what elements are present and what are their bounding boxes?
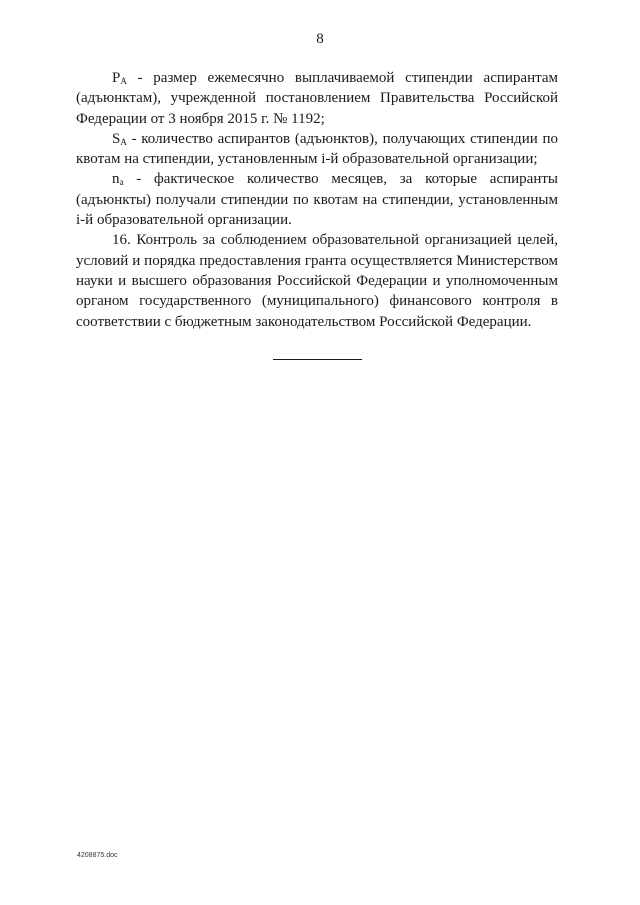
paragraph-text: - количество аспирантов (адъюнктов), получающих стипендии по квотам на стипендии, установленным i-й образовательной организации;: [76, 130, 558, 168]
page-number: 8: [316, 31, 324, 47]
formula-subscript: A: [120, 76, 127, 86]
formula-symbol: S: [112, 130, 121, 147]
paragraph-text: - размер ежемесячно выплачиваемой стипендии аспирантам (адъюнктам), учрежденной постановлением Правительства Российской Федерации от 3 ноября 2015 г. № 1192;: [76, 70, 558, 127]
document-body: [76, 68, 558, 332]
formula-subscript: a: [119, 177, 124, 188]
paragraph-text: 16. Контроль за соблюдением образовательной организацией целей, условий и порядка предоставления гранта осуществляется Министерством науки и высшего образования Российской Федерации и уполномоченным органом государственного (муниципального) финансового контроля в соответствии с бюджетным законодательством Российской Федерации.: [76, 232, 558, 330]
paragraph-text: - фактическое количество месяцев, за которые аспиранты (адъюнкты) получали стипендии по квотам на стипендии, установленным i-й образовательной организации.: [76, 171, 558, 229]
end-divider: [273, 359, 362, 360]
paragraph-sa-definition: [76, 129, 558, 170]
paragraph-pa-definition: [76, 68, 558, 129]
paragraph-na-definition: [76, 169, 558, 230]
paragraph-16-control: [76, 230, 558, 331]
formula-symbol: P: [112, 70, 121, 86]
formula-symbol: n: [112, 171, 120, 188]
file-code: 4208875.doc: [77, 852, 118, 859]
formula-subscript: A: [120, 136, 127, 147]
